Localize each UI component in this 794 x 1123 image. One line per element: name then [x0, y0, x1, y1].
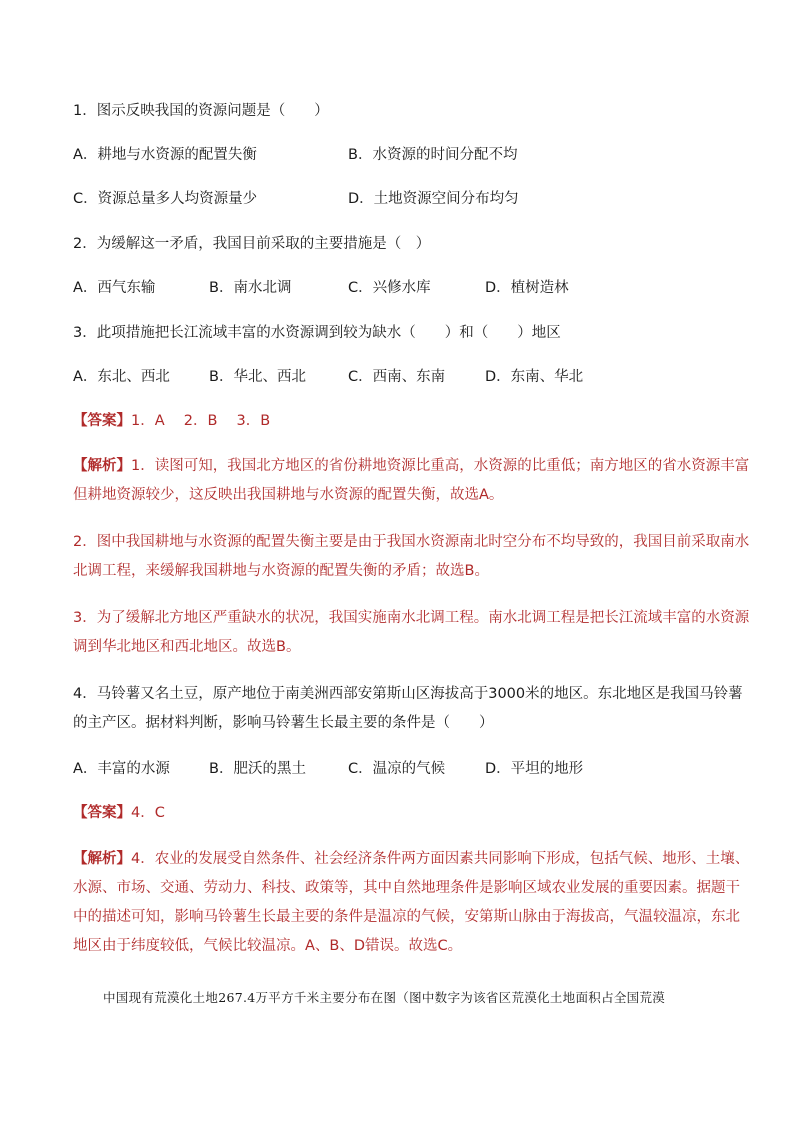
analysis-p1-line2: 但耕地资源较少，这反映出我国耕地与水资源的配置失衡，故选A。 [73, 487, 504, 503]
q1-option-c: C．资源总量多人均资源量少 [73, 191, 258, 207]
answer-tag: 【答案】 [73, 413, 131, 429]
analysis-block-2 [73, 849, 749, 869]
q4-stem-line2: 的主产区。据材料判断，影响马铃薯生长最主要的条件是（ ） [73, 715, 494, 731]
analysis-q4-line4: 地区由于纬度较低，气候比较温凉。A、B、D错误。故选C。 [73, 938, 463, 954]
answer-text: 4．C [131, 805, 165, 821]
q4-option-a: A．丰富的水源 [73, 761, 170, 777]
analysis-p1-line1: 1．读图可知，我国北方地区的省份耕地资源比重高，水资源的比重低；南方地区的省水资源丰富 [131, 458, 750, 474]
analysis-tag: 【解析】 [73, 458, 131, 474]
answer-text: 1．A 2．B 3．B [131, 413, 271, 429]
analysis-p3-line1: 3．为了缓解北方地区严重缺水的状况，我国实施南水北调工程。南水北调工程是把长江流域丰富的水资源 [73, 610, 750, 626]
q1-option-d: D．土地资源空间分布均匀 [348, 191, 519, 207]
material-intro-line: 中国现有荒漠化土地267.4万平方千米主要分布在图（图中数字为该省区荒漠化土地面积占全国荒漠 [103, 990, 666, 1005]
q3-option-d: D．东南、华北 [485, 369, 584, 385]
q3-option-b: B．华北、西北 [209, 369, 306, 385]
q1-option-a: A．耕地与水资源的配置失衡 [73, 147, 257, 163]
q4-option-c: C．温凉的气候 [348, 761, 446, 777]
q3-stem: 3．此项措施把长江流域丰富的水资源调到较为缺水（ ）和（ ）地区 [73, 325, 561, 341]
q1-option-b: B．水资源的时间分配不均 [348, 147, 518, 163]
answer-tag: 【答案】 [73, 805, 131, 821]
q3-option-c: C．西南、东南 [348, 369, 446, 385]
q2-option-d: D．植树造林 [485, 280, 569, 296]
analysis-tag: 【解析】 [73, 851, 131, 867]
q3-option-a: A．东北、西北 [73, 369, 170, 385]
analysis-p2-line1: 2．图中我国耕地与水资源的配置失衡主要是由于我国水资源南北时空分布不均导致的，我国目前采取南水 [73, 534, 750, 550]
q2-option-b: B．南水北调 [209, 280, 292, 296]
analysis-q4-line3: 中的描述可知，影响马铃薯生长最主要的条件是温凉的气候，安第斯山脉由于海拔高，气温较温凉，东北 [73, 909, 740, 925]
analysis-q4-line2: 水源、市场、交通、劳动力、科技、政策等，其中自然地理条件是影响区域农业发展的重要因素。据题干 [73, 880, 740, 896]
answer-block-1 [73, 411, 270, 431]
q2-option-a: A．西气东输 [73, 280, 156, 296]
analysis-q4-line1: 4．农业的发展受自然条件、社会经济条件两方面因素共同影响下形成，包括气候、地形、土壤、 [131, 851, 750, 867]
analysis-p3-line2: 调到华北地区和西北地区。故选B。 [73, 639, 301, 655]
q4-stem-line1: 4．马铃薯又名土豆，原产地位于南美洲西部安第斯山区海拔高于3000米的地区。东北地区是我国马铃薯 [73, 686, 743, 702]
analysis-block-1 [73, 456, 749, 476]
q4-option-b: B．肥沃的黑土 [209, 761, 306, 777]
analysis-p2-line2: 北调工程，来缓解我国耕地与水资源的配置失衡的矛盾；故选B。 [73, 563, 489, 579]
q4-option-d: D．平坦的地形 [485, 761, 584, 777]
answer-block-2 [73, 803, 165, 823]
q2-stem: 2．为缓解这一矛盾，我国目前采取的主要措施是（ ） [73, 236, 431, 252]
q2-option-c: C．兴修水库 [348, 280, 431, 296]
q1-stem: 1．图示反映我国的资源问题是（ ） [73, 103, 329, 119]
